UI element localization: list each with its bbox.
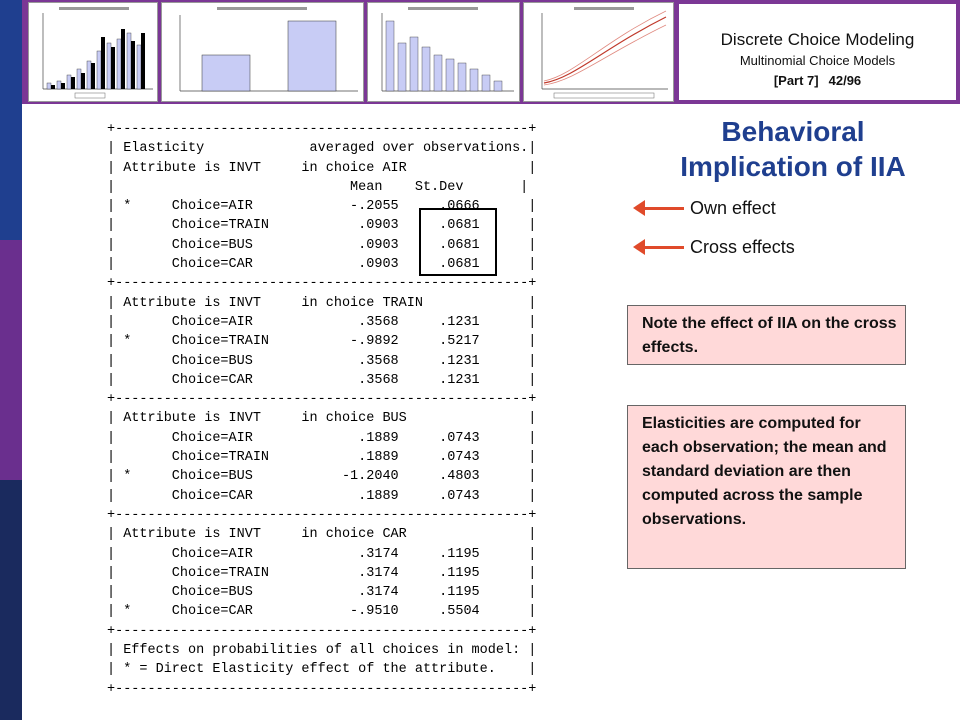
left-accent-bar-top xyxy=(0,0,22,240)
elasticity-output-table xyxy=(107,120,536,699)
output-line: | Attribute is INVT in choice CAR | xyxy=(107,527,537,543)
output-line: | Attribute is INVT in choice TRAIN | xyxy=(107,295,537,311)
left-accent-bar-bottom xyxy=(0,480,22,720)
output-line: | Choice=AIR .1889 .0743 | xyxy=(107,430,537,446)
part-indicator xyxy=(679,73,956,88)
slide-heading xyxy=(632,114,954,184)
output-line: | Choice=TRAIN .3174 .1195 | xyxy=(107,565,537,581)
left-accent-bar-middle xyxy=(0,240,22,480)
course-title: Discrete Choice Modeling xyxy=(720,30,915,49)
thumbnail-curve-plot xyxy=(523,2,674,102)
output-line: | Attribute is INVT in choice AIR | xyxy=(107,160,537,176)
output-line: | Choice=BUS .3568 .1231 | xyxy=(107,353,537,369)
output-line: +---------------------------------------------------+ xyxy=(107,681,537,697)
output-line: | Choice=CAR .3568 .1231 | xyxy=(107,372,537,388)
output-line: | Effects on probabilities of all choices in model: | xyxy=(107,643,537,659)
slide-heading-line-1: Behavioral xyxy=(721,116,865,147)
own-effect-label: Own effect xyxy=(690,198,776,218)
cross-effects-highlight-box xyxy=(419,208,497,276)
output-line: | * Choice=AIR -.2055 .0666 | xyxy=(107,199,537,215)
cross-effects-arrow-icon xyxy=(644,246,684,249)
note-elasticity-computation: Elasticities are computed for each observation; the mean and standard deviation are then computed across the sample observations. xyxy=(627,405,906,569)
output-line: +---------------------------------------------------+ xyxy=(107,122,537,137)
output-line: | Choice=BUS .3174 .1195 | xyxy=(107,585,537,601)
slide-heading-line-2: Implication of IIA xyxy=(680,151,906,182)
cross-effects-label: Cross effects xyxy=(690,237,795,257)
output-line: | Attribute is INVT in choice BUS | xyxy=(107,411,537,427)
output-line: | Choice=BUS .0903 .0681 | xyxy=(107,237,537,253)
output-line: | Choice=AIR .3174 .1195 | xyxy=(107,546,537,562)
course-subtitle: Multinomial Choice Models xyxy=(739,53,896,68)
output-line: | * = Direct Elasticity effect of the attribute. | xyxy=(107,662,537,678)
output-line: +---------------------------------------------------+ xyxy=(107,623,537,639)
thumbnail-bar-chart xyxy=(161,2,364,102)
output-line: | Choice=TRAIN .1889 .0743 | xyxy=(107,450,537,466)
output-line: +---------------------------------------------------+ xyxy=(107,276,537,292)
thumbnail-histogram-1 xyxy=(28,2,158,102)
output-line: | Mean St.Dev | xyxy=(107,179,529,195)
thumbnail-histogram-2 xyxy=(367,2,520,102)
page-number: 42/96 xyxy=(828,73,862,88)
slide-title-box xyxy=(677,2,958,102)
output-line: | Choice=CAR .0903 .0681 | xyxy=(107,257,537,273)
output-line: | Elasticity averaged over observations.| xyxy=(107,141,537,157)
own-effect-arrow-icon xyxy=(644,207,684,210)
output-line: | * Choice=CAR -.9510 .5504 | xyxy=(107,604,537,620)
output-line: | Choice=TRAIN .0903 .0681 | xyxy=(107,218,537,234)
part-label: [Part 7] xyxy=(773,73,819,88)
output-line: +---------------------------------------------------+ xyxy=(107,507,537,523)
output-line: +---------------------------------------------------+ xyxy=(107,392,537,408)
output-line: | * Choice=TRAIN -.9892 .5217 | xyxy=(107,334,537,350)
note-iia-cross-effects: Note the effect of IIA on the cross effects. xyxy=(627,305,906,365)
output-line: | Choice=AIR .3568 .1231 | xyxy=(107,314,537,330)
output-line: | Choice=CAR .1889 .0743 | xyxy=(107,488,537,504)
output-line: | * Choice=BUS -1.2040 .4803 | xyxy=(107,469,537,485)
